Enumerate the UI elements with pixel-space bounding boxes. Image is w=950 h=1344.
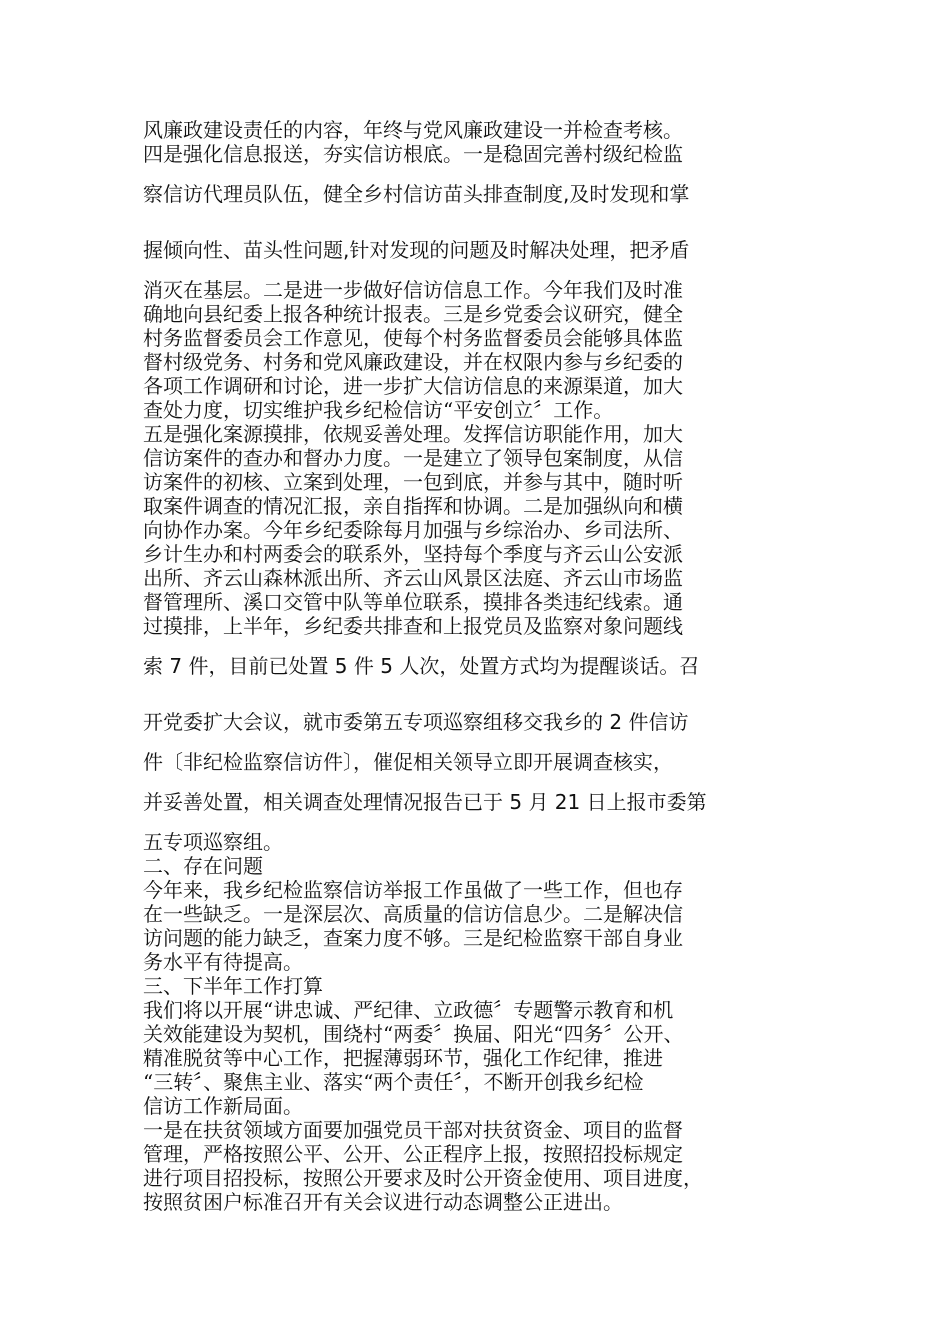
paragraph-line: 件〔非纪检监察信访件〕，催促相关领导立即开展调查核实， <box>143 750 673 774</box>
paragraph-line: 取案件调查的情况汇报，亲自指挥和协调。二是加强纵向和横 <box>143 494 683 518</box>
paragraph-line: 三、下半年工作打算 <box>143 974 323 998</box>
paragraph-line: 精准脱贫等中心工作，把握薄弱环节，强化工作纪律，推进 <box>143 1046 663 1070</box>
paragraph-line: 一是在扶贫领域方面要加强党员干部对扶贫资金、项目的监督 <box>143 1118 683 1142</box>
paragraph-line: 督管理所、溪口交管中队等单位联系，摸排各类违纪线索。通 <box>143 590 683 614</box>
paragraph-line: 信访工作新局面。 <box>143 1094 303 1118</box>
paragraph-line: 握倾向性、苗头性问题,针对发现的问题及时解决处理，把矛盾 <box>143 238 690 262</box>
paragraph-line: 索 7 件，目前已处置 5 件 5 人次，处置方式均为提醒谈话。召 <box>143 654 700 678</box>
paragraph-line: 各项工作调研和讨论，进一步扩大信访信息的来源渠道，加大 <box>143 374 683 398</box>
paragraph-line: 四是强化信息报送，夯实信访根底。一是稳固完善村级纪检监 <box>143 142 683 166</box>
paragraph-line: “三转〞、聚焦主业、落实“两个责任〞，不断开创我乡纪检 <box>143 1070 644 1094</box>
paragraph-line: 开党委扩大会议，就市委第五专项巡察组移交我乡的 2 件信访 <box>143 710 689 734</box>
paragraph-line: 信访案件的查办和督办力度。一是建立了领导包案制度，从信 <box>143 446 683 470</box>
paragraph-line: 我们将以开展“讲忠诚、严纪律、立政德〞专题警示教育和机 <box>143 998 674 1022</box>
paragraph-line: 访问题的能力缺乏，查案力度不够。三是纪检监察干部自身业 <box>143 926 683 950</box>
paragraph-line: 今年来，我乡纪检监察信访举报工作虽做了一些工作，但也存 <box>143 878 683 902</box>
paragraph-line: 按照贫困户标准召开有关会议进行动态调整公正进出。 <box>143 1190 623 1214</box>
paragraph-line: 消灭在基层。二是进一步做好信访信息工作。今年我们及时准 <box>143 278 683 302</box>
paragraph-line: 关效能建设为契机，围绕村“两委〞换届、阳光“四务〞公开、 <box>143 1022 684 1046</box>
paragraph-line: 并妥善处置，相关调查处理情况报告已于 5 月 21 日上报市委第 <box>143 790 707 814</box>
paragraph-line: 出所、齐云山森林派出所、齐云山风景区法庭、齐云山市场监 <box>143 566 683 590</box>
paragraph-line: 务水平有待提高。 <box>143 950 303 974</box>
paragraph-line: 查处力度，切实维护我乡纪检信访“平安创立〞工作。 <box>143 398 614 422</box>
paragraph-line: 风廉政建设责任的内容，年终与党风廉政建设一并检查考核。 <box>143 118 683 142</box>
paragraph-line: 五专项巡察组。 <box>143 830 283 854</box>
document-body <box>143 118 833 1214</box>
paragraph-line: 村务监督委员会工作意见，使每个村务监督委员会能够具体监 <box>143 326 683 350</box>
paragraph-line: 在一些缺乏。一是深层次、高质量的信访信息少。二是解决信 <box>143 902 683 926</box>
paragraph-line: 过摸排，上半年，乡纪委共排查和上报党员及监察对象问题线 <box>143 614 683 638</box>
paragraph-line: 管理，严格按照公平、公开、公正程序上报，按照招投标规定 <box>143 1142 683 1166</box>
paragraph-line: 访案件的初核、立案到处理，一包到底，并参与其中，随时听 <box>143 470 683 494</box>
paragraph-line: 确地向县纪委上报各种统计报表。三是乡党委会议研究，健全 <box>143 302 683 326</box>
paragraph-line: 乡计生办和村两委会的联系外，坚持每个季度与齐云山公安派 <box>143 542 683 566</box>
paragraph-line: 向协作办案。今年乡纪委除每月加强与乡综治办、乡司法所、 <box>143 518 683 542</box>
paragraph-line: 进行项目招投标，按照公开要求及时公开资金使用、项目进度， <box>143 1166 703 1190</box>
paragraph-line: 二、存在问题 <box>143 854 263 878</box>
paragraph-line: 察信访代理员队伍，健全乡村信访苗头排查制度,及时发现和掌 <box>143 182 690 206</box>
paragraph-line: 五是强化案源摸排，依规妥善处理。发挥信访职能作用，加大 <box>143 422 683 446</box>
paragraph-line: 督村级党务、村务和党风廉政建设，并在权限内参与乡纪委的 <box>143 350 683 374</box>
